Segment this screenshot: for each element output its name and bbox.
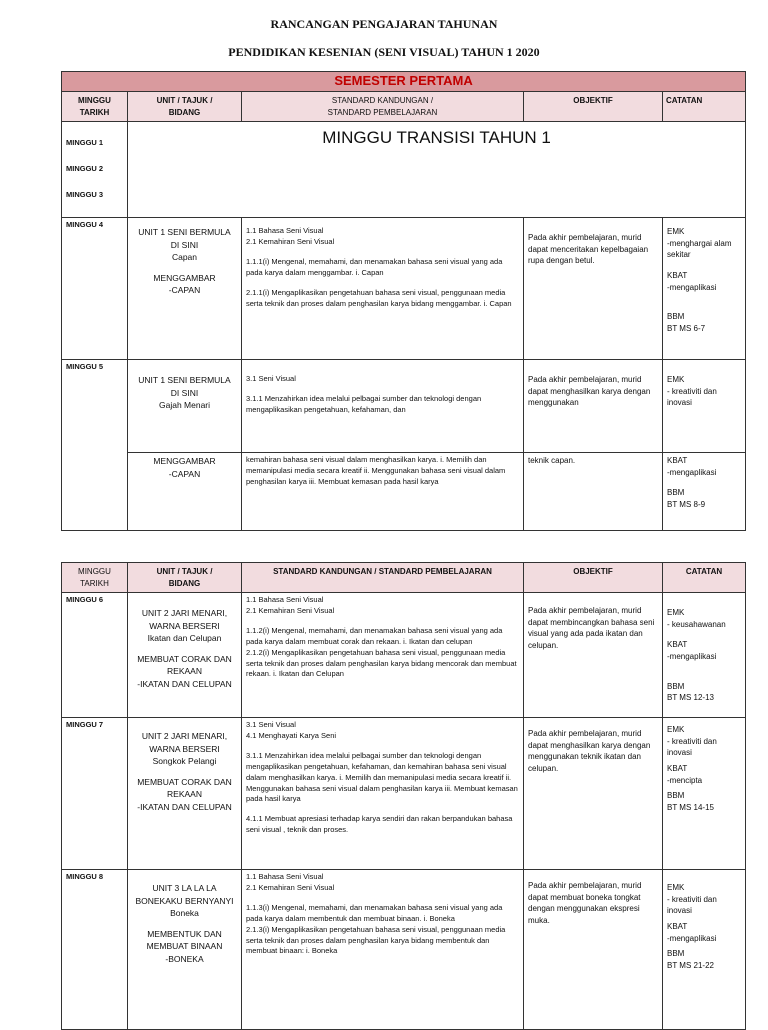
unit-cell: UNIT 2 JARI MENARI, WARNA BERSERI Songkok Pelangi MEMBUAT CORAK DAN REKAAN -IKATAN DAN CELUPAN — [128, 718, 242, 870]
table-row — [62, 218, 746, 360]
table-row — [62, 718, 746, 870]
table-header-row — [62, 92, 746, 122]
header-unit: UNIT / TAJUK / BIDANG — [128, 563, 242, 593]
catatan-cell: EMK -menghargai alam sekitar KBAT -mengaplikasi BBM BT MS 6-7 — [663, 218, 746, 360]
transisi-label: MINGGU TRANSISI TAHUN 1 — [128, 122, 746, 218]
semester-header: SEMESTER PERTAMA — [62, 72, 746, 92]
unit-cell: UNIT 1 SENI BERMULA DI SINI Gajah Menari — [128, 360, 242, 453]
header-objektif: OBJEKTIF — [524, 563, 663, 593]
header-unit: UNIT / TAJUK / BIDANG — [128, 92, 242, 122]
document-title: RANCANGAN PENGAJARAN TAHUNAN — [270, 17, 498, 31]
week-cell: MINGGU 8 — [62, 870, 128, 1030]
objektif-cell: Pada akhir pembelajaran, murid dapat membincangkan bahasa seni visual yang ada pada ikatan dan celupan. — [524, 593, 663, 718]
table-row — [62, 593, 746, 718]
unit-cell: MENGGAMBAR -CAPAN — [128, 453, 242, 531]
standard-cell: 1.1 Bahasa Seni Visual 2.1 Kemahiran Seni Visual 1.1.2(i) Mengenal, memahami, dan menamakan bahasa seni visual yang ada pada karya dalam membuat corak dan rekaan. i. Ikatan dan celupan 2.1.2(i) Mengaplikasikan pengetahuan bahasa seni visual, penggunaan media serta teknik dan proses dalam penghasilan karya bidang mencorak dan membuat rekaan. i. Ikatan dan Celupan — [242, 593, 524, 718]
standard-cell: 3.1 Seni Visual 4.1 Menghayati Karya Seni 3.1.1 Menzahirkan idea melalui pelbagai sumber dan teknologi dengan mengaplikasikan pengetahuan, kefahaman, dan kemahiran bahasa seni visual dalam menghasilkan karya. i. Memilih dan memanipulasi media secara kreatif ii. Menggunakan bahasa seni visual dalam penghasilan karya iii. Membuat kemasan pada hasil karya 4.1.1 Membuat apresiasi terhadap karya sendiri dan rakan berpandukan bahasa seni visual , teknik dan proses. — [242, 718, 524, 870]
objektif-cell: Pada akhir pembelajaran, murid dapat menghasilkan karya dengan menggunakan — [524, 360, 663, 453]
table-row — [62, 453, 746, 531]
header-minggu: MINGGU TARIKH — [62, 92, 128, 122]
week-cell: MINGGU 7 — [62, 718, 128, 870]
standard-cell: 1.1 Bahasa Seni Visual 2.1 Kemahiran Seni Visual 1.1.3(i) Mengenal, memahami, dan menamakan bahasa seni visual yang ada pada karya dalam membentuk dan membuat binaan. i. Boneka 2.1.3(i) Mengaplikasikan pengetahuan bahasa seni visual, penggunaan media serta teknik dan proses dalam penghasilan karya bidang membentuk dan membuat binaan: i. Boneka — [242, 870, 524, 1030]
table-row — [62, 360, 746, 453]
standard-cell: 1.1 Bahasa Seni Visual 2.1 Kemahiran Seni Visual 1.1.1(i) Mengenal, memahami, dan menamakan bahasa seni visual yang ada pada karya dalam menggambar. i. Capan 2.1.1(i) Mengaplikasikan pengetahuan bahasa seni visual, penggunaan media serta teknik dan proses dalam penghasilan karya bidang menggambar. i. Capan — [242, 218, 524, 360]
table-row — [62, 122, 746, 218]
week-cell: MINGGU 4 — [62, 218, 128, 360]
week-cell: MINGGU 5 — [62, 360, 128, 531]
catatan-cell: EMK - kreativiti dan inovasi — [663, 360, 746, 453]
objektif-cell: teknik capan. — [524, 453, 663, 531]
header-catatan: CATATAN — [663, 92, 746, 122]
plan-table-2 — [61, 562, 746, 1030]
document-subtitle: PENDIDIKAN KESENIAN (SENI VISUAL) TAHUN 1 2020 — [228, 45, 540, 59]
catatan-cell: EMK - keusahawanan KBAT -mengaplikasi BBM BT MS 12-13 — [663, 593, 746, 718]
standard-cell: 3.1 Seni Visual 3.1.1 Menzahirkan idea melalui pelbagai sumber dan teknologi dengan mengaplikasikan pengetahuan, kefahaman, dan — [242, 360, 524, 453]
table-row — [62, 870, 746, 1030]
objektif-cell: Pada akhir pembelajaran, murid dapat menghasilkan karya dengan menggunakan teknik ikatan dan celupan. — [524, 718, 663, 870]
catatan-cell: KBAT -mengaplikasi BBM BT MS 8-9 — [663, 453, 746, 531]
catatan-cell: EMK - kreativiti dan inovasi KBAT -mencipta BBM BT MS 14-15 — [663, 718, 746, 870]
unit-cell: UNIT 2 JARI MENARI, WARNA BERSERI Ikatan dan Celupan MEMBUAT CORAK DAN REKAAN -IKATAN DAN CELUPAN — [128, 593, 242, 718]
header-standard: STANDARD KANDUNGAN / STANDARD PEMBELAJARAN — [242, 92, 524, 122]
week-cell: MINGGU 6 — [62, 593, 128, 718]
catatan-cell: EMK - kreativiti dan inovasi KBAT -mengaplikasi BBM BT MS 21-22 — [663, 870, 746, 1030]
header-minggu: MINGGU TARIKH — [62, 563, 128, 593]
table-header-row — [62, 563, 746, 593]
header-objektif: OBJEKTIF — [524, 92, 663, 122]
objektif-cell: Pada akhir pembelajaran, murid dapat membuat boneka tongkat dengan menggunakan ekspresi muka. — [524, 870, 663, 1030]
header-catatan: CATATAN — [663, 563, 746, 593]
standard-cell: kemahiran bahasa seni visual dalam menghasilkan karya. i. Memilih dan memanipulasi media secara kreatif ii. Menggunakan bahasa seni visual dalam penghasilan karya iii. Membuat kemasan pada hasil karya — [242, 453, 524, 531]
plan-table-1 — [61, 71, 746, 531]
unit-cell: UNIT 3 LA LA LA BONEKAKU BERNYANYI Boneka MEMBENTUK DAN MEMBUAT BINAAN -BONEKA — [128, 870, 242, 1030]
header-standard: STANDARD KANDUNGAN / STANDARD PEMBELAJARAN — [242, 563, 524, 593]
objektif-cell: Pada akhir pembelajaran, murid dapat menceritakan kepelbagaian rupa dengan betul. — [524, 218, 663, 360]
week-cell: MINGGU 1 MINGGU 2 MINGGU 3 — [62, 122, 128, 218]
unit-cell: UNIT 1 SENI BERMULA DI SINI Capan MENGGAMBAR -CAPAN — [128, 218, 242, 360]
